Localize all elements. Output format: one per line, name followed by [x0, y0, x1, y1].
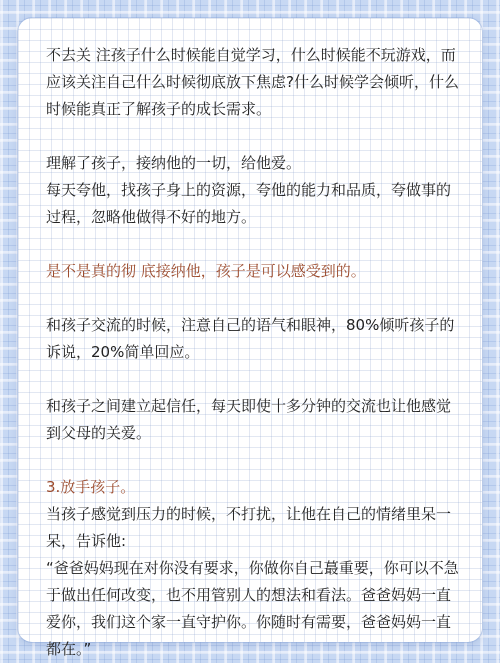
paragraph-pressure: 当孩子感觉到压力的时候，不打扰，让他在自己的情绪里呆一呆，告诉他: — [46, 505, 452, 550]
spacer — [46, 123, 462, 150]
article-card — [18, 18, 482, 658]
paragraph-communicate: 和孩子交流的时候，注意自己的语气和眼神，80%倾听孩子的诉说，20%简单回应。 — [46, 316, 455, 361]
paragraph-trust: 和孩子之间建立起信任，每天即使十多分钟的交流也让他感觉到父母的关爱。 — [46, 397, 452, 442]
spacer — [46, 285, 462, 312]
spacer — [46, 231, 462, 258]
quote-parents: “爸爸妈妈现在对你没有要求，你做你自己蕞重要，你可以不急于做出任何改变，也不用管别人的想法和看法。爸爸妈妈一直爱你，我们这个家一直守护你。你随时有需要，爸爸妈妈一直都在。” — [46, 559, 459, 658]
highlight-accept: 是不是真的彻 底接纳他，孩子是可以感受到的。 — [46, 262, 366, 280]
section-heading-let-go: 3.放手孩子。 — [46, 478, 136, 496]
spacer — [46, 447, 462, 474]
paragraph-understand: 理解了孩子，接纳他的一切，给他爱。 — [46, 154, 302, 172]
paragraph-praise: 每天夸他，找孩子身上的资源，夸他的能力和品质，夸做事的过程，忽略他做得不好的地方。 — [46, 181, 452, 226]
spacer — [46, 366, 462, 393]
paragraph-anxiety: 不去关 注孩子什么时候能自觉学习，什么时候能不玩游戏，而应该关注自己什么时候彻底放下焦虑?什么时候学会倾听，什么时候能真正了解孩子的成长需求。 — [46, 46, 459, 118]
